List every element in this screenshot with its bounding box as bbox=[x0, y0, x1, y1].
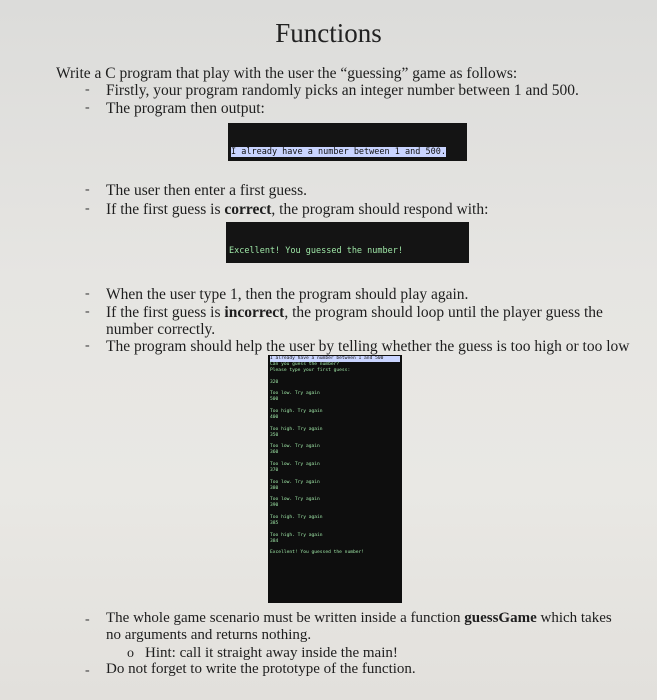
terminal-line: Too low. Try again bbox=[270, 479, 320, 485]
dash-bullet: - bbox=[85, 82, 90, 97]
bullet-too-high-low: The program should help the user by telling whether the guess is too high or too low bbox=[106, 338, 630, 355]
terminal-game-session bbox=[268, 355, 402, 603]
dash-bullet: - bbox=[85, 663, 90, 678]
bullet-incorrect-guess: If the first guess is incorrect, the program should loop until the player guess the bbox=[106, 304, 603, 321]
terminal-intro-output bbox=[228, 123, 467, 161]
terminal-line: Too high. Try again bbox=[270, 426, 323, 432]
bullet-output: The program then output: bbox=[106, 100, 265, 117]
dash-bullet: - bbox=[85, 201, 90, 216]
terminal-line: Too high. Try again bbox=[270, 532, 323, 538]
dash-bullet: - bbox=[85, 304, 90, 319]
hint-text: Hint: call it straight away inside the main! bbox=[145, 645, 398, 661]
terminal-line: I already have a number between 1 and 500. bbox=[231, 147, 446, 157]
terminal-line: 320 bbox=[270, 379, 279, 385]
bullet-correct-guess: If the first guess is correct, the program should respond with: bbox=[106, 201, 489, 218]
bullet-incorrect-guess-cont: number correctly. bbox=[106, 321, 216, 338]
terminal-line: 390 bbox=[270, 503, 279, 509]
terminal-line: 350 bbox=[270, 432, 279, 438]
hint-bullet: o bbox=[127, 646, 134, 661]
terminal-line: 380 bbox=[270, 485, 279, 491]
dash-bullet: - bbox=[85, 612, 90, 627]
bullet-guessgame-function: The whole game scenario must be written inside a function guessGame which takes bbox=[106, 610, 612, 626]
terminal-line: 360 bbox=[270, 450, 279, 456]
bullet-guessgame-cont: no arguments and returns nothing. bbox=[106, 627, 312, 643]
bullet-play-again: When the user type 1, then the program should play again. bbox=[106, 286, 469, 303]
bullet-prototype: Do not forget to write the prototype of the function. bbox=[106, 661, 416, 677]
terminal-line: 384 bbox=[270, 538, 279, 544]
terminal-line: 385 bbox=[270, 520, 279, 526]
terminal-correct-output bbox=[226, 222, 469, 263]
dash-bullet: - bbox=[85, 182, 90, 197]
terminal-line: I already have a number between 1 and 500 bbox=[270, 356, 400, 362]
terminal-line: Too high. Try again bbox=[270, 409, 323, 415]
terminal-line: Excellent! You guessed the number! bbox=[229, 246, 403, 256]
terminal-line: 500 bbox=[270, 397, 279, 403]
terminal-line: Please type your first guess: bbox=[270, 367, 351, 373]
bullet-first-guess: The user then enter a first guess. bbox=[106, 182, 308, 199]
terminal-line: Too low. Try again bbox=[270, 497, 320, 503]
terminal-line: Excellent! You guessed the number! bbox=[270, 550, 365, 556]
terminal-line: Too low. Try again bbox=[270, 391, 320, 397]
terminal-line: Too low. Try again bbox=[270, 444, 320, 450]
dash-bullet: - bbox=[85, 100, 90, 115]
terminal-line: 400 bbox=[270, 414, 279, 420]
dash-bullet: - bbox=[85, 286, 90, 301]
page-title: Functions bbox=[275, 18, 382, 48]
terminal-line: Can you guess the number? bbox=[270, 361, 340, 367]
bullet-random-pick: Firstly, your program randomly picks an integer number between 1 and 500. bbox=[106, 82, 579, 99]
dash-bullet: - bbox=[85, 338, 90, 353]
intro-text: Write a C program that play with the user the “guessing” game as follows: bbox=[56, 65, 518, 82]
terminal-line: 370 bbox=[270, 467, 279, 473]
terminal-line: Too high. Try again bbox=[270, 515, 323, 521]
terminal-line: Too low. Try again bbox=[270, 462, 320, 468]
